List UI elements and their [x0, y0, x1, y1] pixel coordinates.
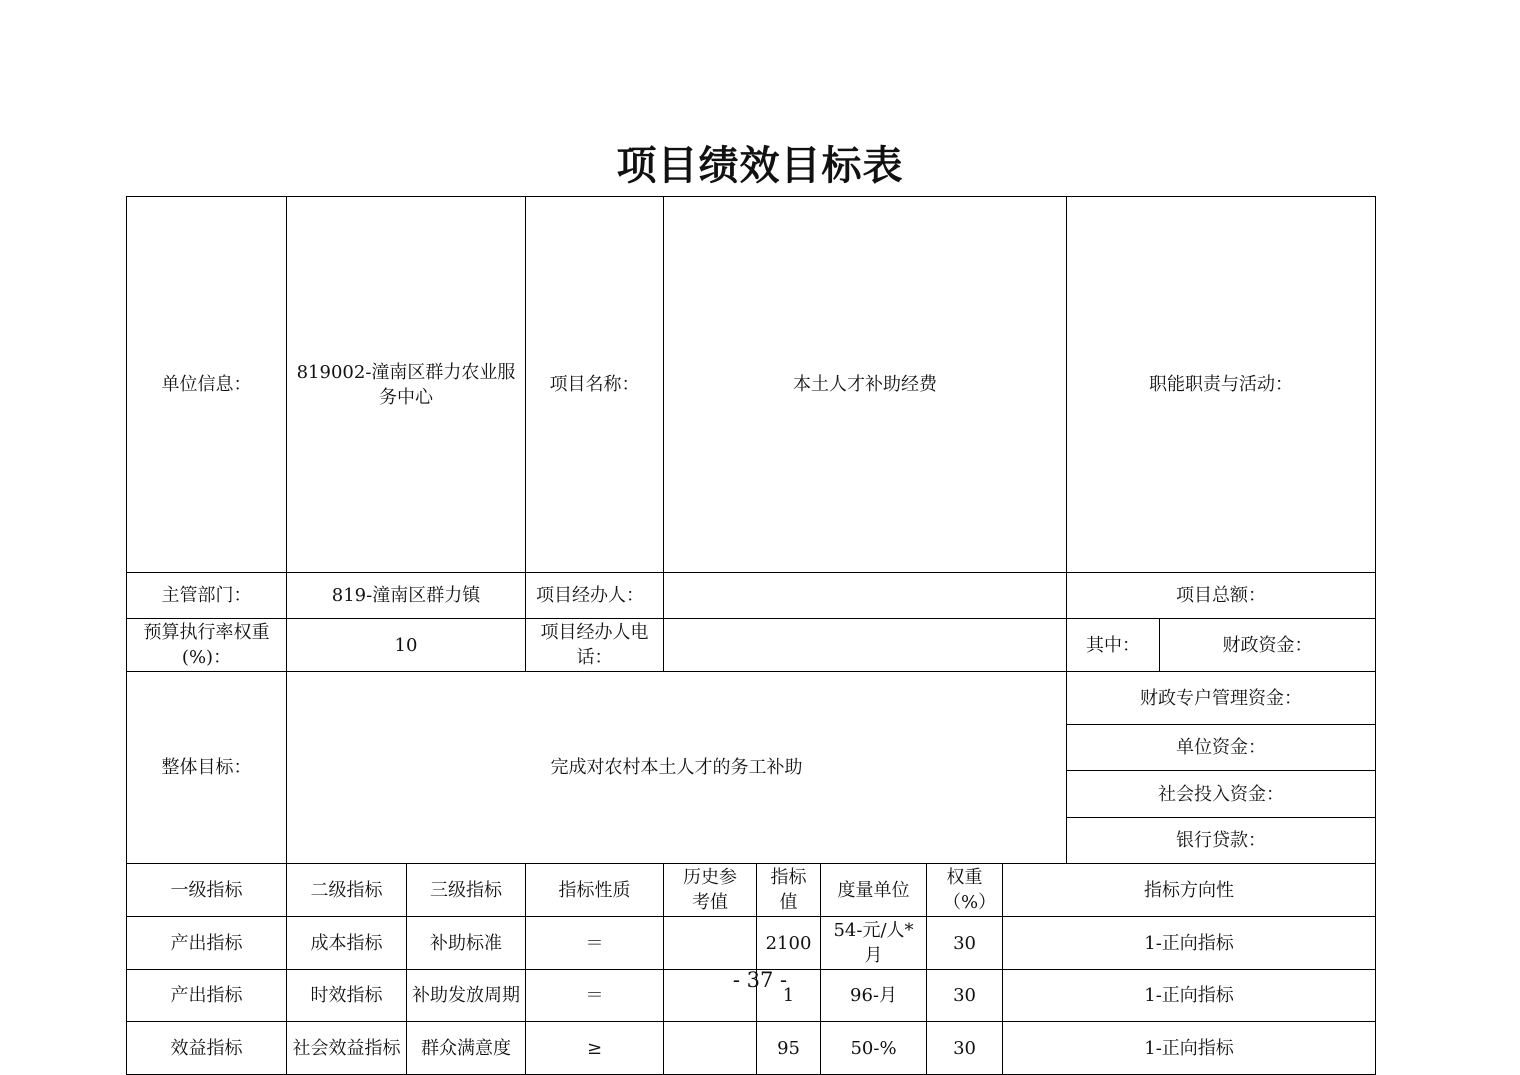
row-nature: ≥ — [526, 1022, 664, 1075]
row-value: 2100 — [757, 917, 821, 970]
row-level1: 产出指标 — [127, 970, 287, 1022]
row-nature: ＝ — [526, 970, 664, 1022]
header-weight: 权重（%） — [927, 864, 1003, 917]
header-level2: 二级指标 — [287, 864, 407, 917]
goal-value: 完成对农村本土人才的务工补助 — [287, 672, 1067, 864]
header-direction: 指标方向性 — [1003, 864, 1376, 917]
project-name-label: 项目名称： — [526, 197, 664, 573]
dept-label: 主管部门： — [127, 573, 287, 619]
manager-label: 项目经办人： — [526, 573, 664, 619]
row-unit: 54-元/人*月 — [821, 917, 927, 970]
bank-loan-label: 银行贷款： — [1067, 818, 1376, 864]
row-level2: 社会效益指标 — [287, 1022, 407, 1075]
row-nature: ＝ — [526, 917, 664, 970]
page-number: - 37 - — [732, 968, 788, 992]
among-label: 其中： — [1067, 619, 1160, 672]
row-value: 95 — [757, 1022, 821, 1075]
row-level2: 时效指标 — [287, 970, 407, 1022]
budget-rate-label: 预算执行率权重(%)： — [127, 619, 287, 672]
social-fund-label: 社会投入资金： — [1067, 771, 1376, 818]
row-level3: 群众满意度 — [407, 1022, 526, 1075]
unit-fund-label: 单位资金： — [1067, 725, 1376, 771]
total-label: 项目总额： — [1067, 573, 1376, 619]
row-weight: 30 — [927, 917, 1003, 970]
row-direction: 1-正向指标 — [1003, 970, 1376, 1022]
budget-rate-value: 10 — [287, 619, 526, 672]
row-level1: 效益指标 — [127, 1022, 287, 1075]
manager-phone-label: 项目经办人电话： — [526, 619, 664, 672]
row-value: 1 — [757, 970, 821, 1022]
project-name-value: 本土人才补助经费 — [664, 197, 1067, 573]
header-value: 指标值 — [757, 864, 821, 917]
table-row — [127, 1022, 1376, 1075]
unit-info-label: 单位信息： — [127, 197, 287, 573]
header-level3: 三级指标 — [407, 864, 526, 917]
row-history — [664, 1022, 757, 1075]
duty-label: 职能职责与活动： — [1067, 197, 1376, 573]
manager-phone-value — [664, 619, 1067, 672]
unit-info-value: 819002-潼南区群力农业服务中心 — [287, 197, 526, 573]
dept-value: 819-潼南区群力镇 — [287, 573, 526, 619]
row-unit: 96-月 — [821, 970, 927, 1022]
goal-label: 整体目标： — [127, 672, 287, 864]
header-nature: 指标性质 — [526, 864, 664, 917]
row-direction: 1-正向指标 — [1003, 1022, 1376, 1075]
row-history — [664, 917, 757, 970]
row-level3: 补助发放周期 — [407, 970, 526, 1022]
table-row — [127, 917, 1376, 970]
special-fund-label: 财政专户管理资金： — [1067, 672, 1376, 725]
manager-value — [664, 573, 1067, 619]
page-title: 项目绩效目标表 — [616, 142, 904, 189]
row-level3: 补助标准 — [407, 917, 526, 970]
row-unit: 50-% — [821, 1022, 927, 1075]
fiscal-label: 财政资金： — [1160, 619, 1376, 672]
performance-table — [126, 196, 1376, 1075]
header-unit: 度量单位 — [821, 864, 927, 917]
row-level1: 产出指标 — [127, 917, 287, 970]
row-weight: 30 — [927, 970, 1003, 1022]
row-direction: 1-正向指标 — [1003, 917, 1376, 970]
row-level2: 成本指标 — [287, 917, 407, 970]
row-weight: 30 — [927, 1022, 1003, 1075]
header-level1: 一级指标 — [127, 864, 287, 917]
header-history: 历史参考值 — [664, 864, 757, 917]
